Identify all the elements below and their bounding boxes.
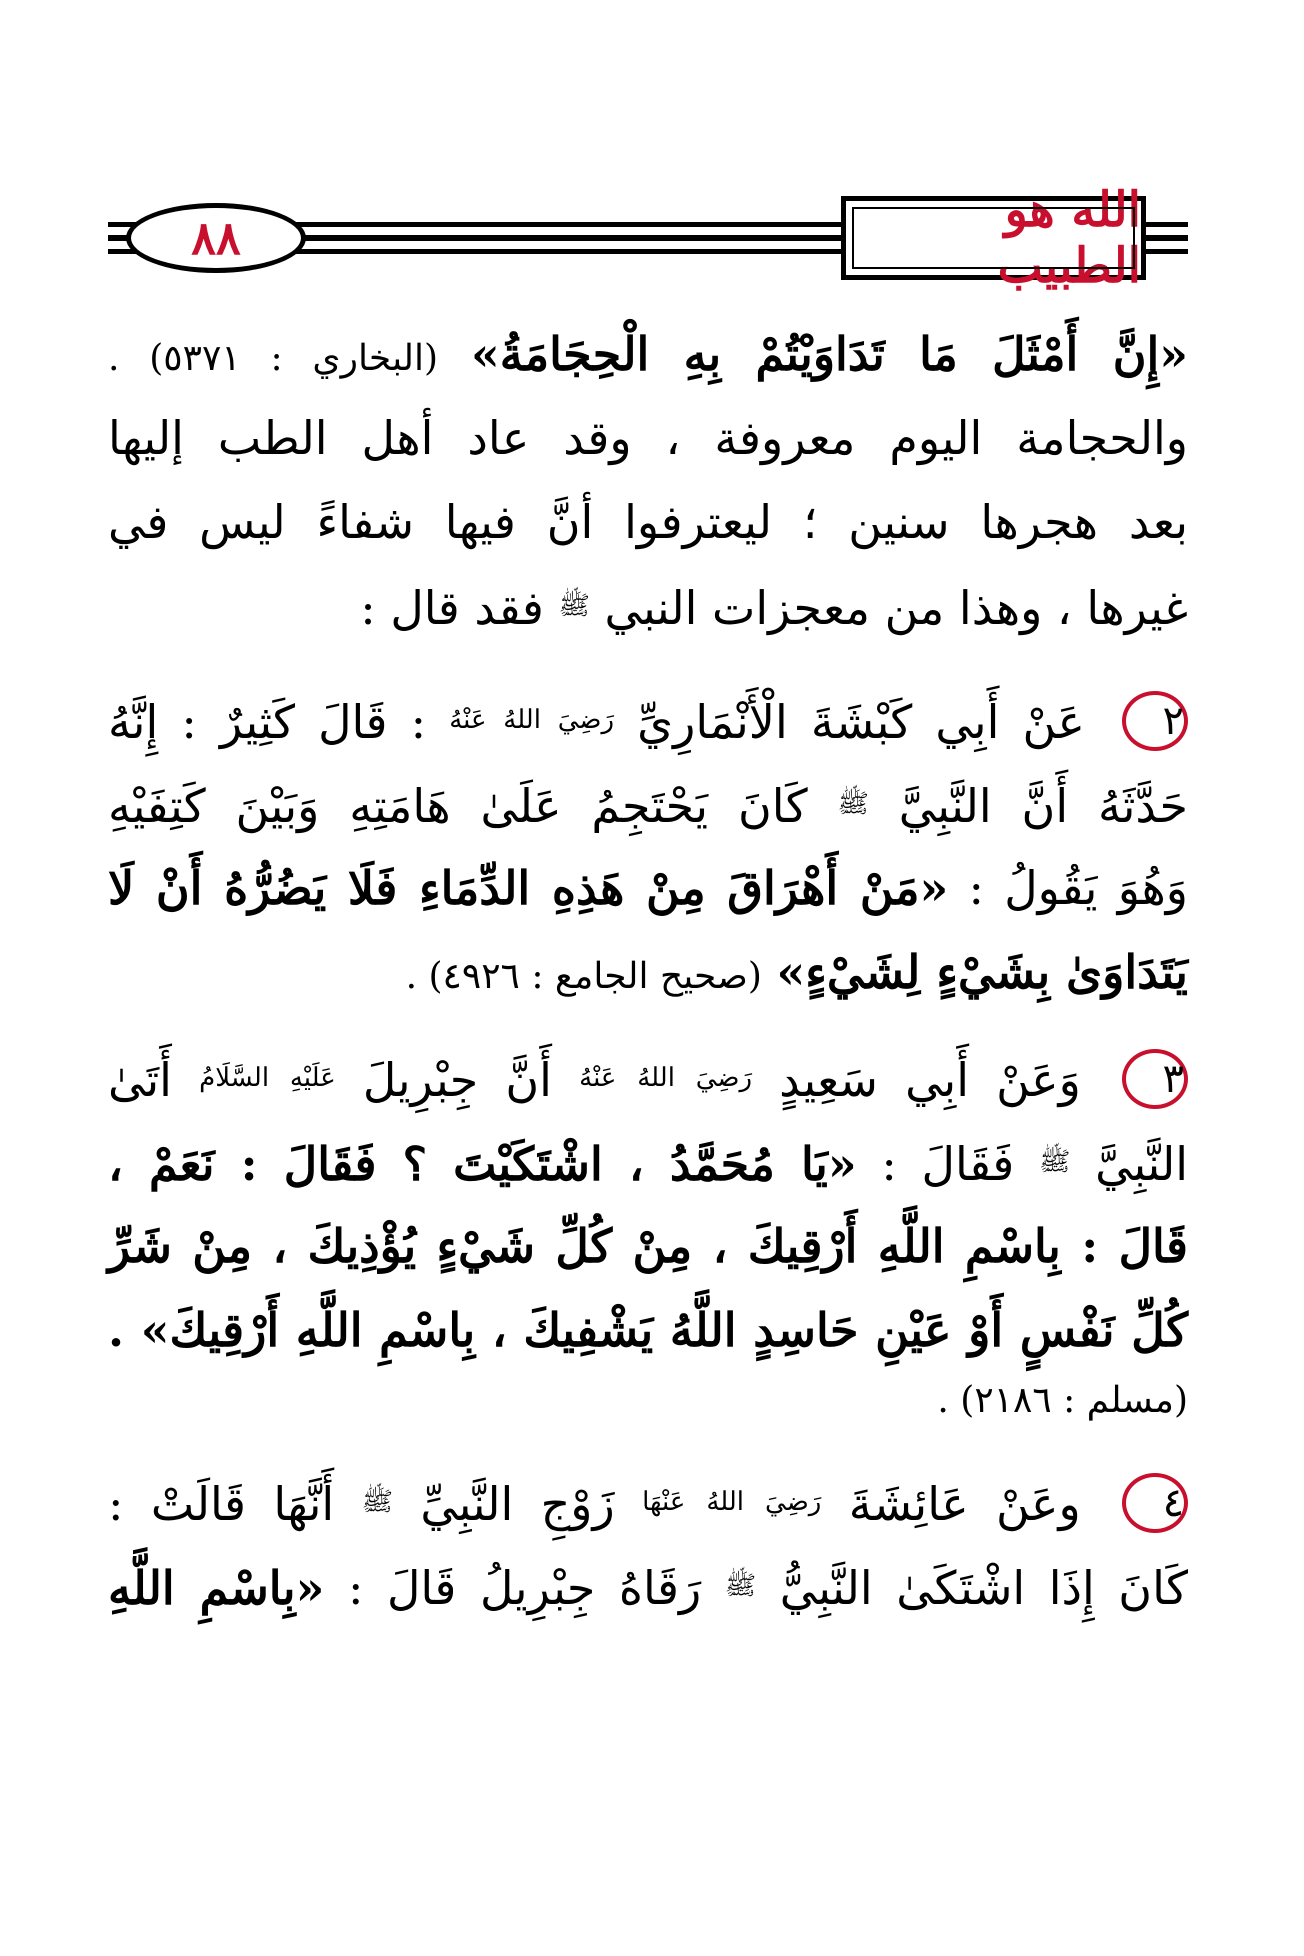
text-line [108, 312, 1188, 396]
hadith-text: النَّبِيَّ [1095, 1137, 1188, 1191]
paragraph-text: غيرها ، وهذا من معجزات النبي [604, 581, 1188, 635]
text-line [108, 930, 1188, 1014]
hadith-text: وَهُوَ يَقُولُ : [968, 861, 1188, 915]
hadith-quote: كُلِّ نَفْسٍ أَوْ عَيْنِ حَاسِدٍ اللَّهُ يَشْفِيكَ ، بِاسْمِ اللَّهِ أَرْقِيكَ» . [108, 1303, 1188, 1357]
text-line [108, 1460, 1188, 1544]
text-line [108, 762, 1188, 846]
text-line [108, 678, 1188, 762]
text-line [108, 1036, 1188, 1120]
text-line [108, 1204, 1188, 1288]
hadith-quote: «إِنَّ أَمْثَلَ مَا تَدَاوَيْتُمْ بِهِ الْحِجَامَةُ» [471, 327, 1189, 381]
text-line [108, 1544, 1188, 1628]
text-line [108, 1288, 1188, 1372]
salla-honorific: ﷺ [1038, 1147, 1071, 1177]
hadith-text: كَانَ يَحْتَجِمُ عَلَىٰ هَامَتِهِ وَبَيْنَ كَتِفَيْهِ [108, 779, 808, 833]
hadith-quote: «بِاسْمِ اللَّهِ [108, 1561, 325, 1615]
salla-honorific: ﷺ [724, 1571, 757, 1601]
chapter-title: الله هو الطبيب [997, 182, 1141, 294]
hadith-quote: قَالَ : [1081, 1219, 1188, 1273]
hadith-text: وَعَنْ أَبِي سَعِيدٍ [779, 1053, 1081, 1107]
text-line [108, 564, 1188, 648]
citation: (مسلم : ٢١٨٦) . [937, 1380, 1188, 1421]
hadith-quote: «مَنْ أَهْرَاقَ مِنْ هَذِهِ الدِّمَاءِ فَلَا يَضُرُّهُ أَنْ لَا [108, 861, 949, 915]
hadith-number-badge: ٤ [1122, 1473, 1188, 1533]
hadith-quote: بِاسْمِ اللَّهِ أَرْقِيكَ ، مِنْ كُلِّ شَيْءٍ يُؤْذِيكَ ، مِنْ شَرِّ [108, 1219, 1061, 1273]
hadith-text: رَقَاهُ جِبْرِيلُ قَالَ : [347, 1561, 702, 1615]
paragraph-text: بعد هجرها سنين ؛ ليعترفوا أنَّ فيها شفاءً ليس في [108, 495, 1188, 549]
hadith-text: عَنْ أَبِي كَبْشَةَ الْأَنْمَارِيِّ [637, 695, 1085, 749]
hadith-quote: يَتَدَاوَىٰ بِشَيْءٍ لِشَيْءٍ» [776, 945, 1188, 999]
hadith-text: كَانَ إِذَا اشْتَكَىٰ النَّبِيُّ [779, 1561, 1189, 1615]
hadith-number-badge: ٢ [1122, 691, 1188, 751]
text-line [108, 396, 1188, 480]
hadith-text: زَوْجِ النَّبِيِّ [420, 1477, 615, 1531]
hadith-number-badge: ٣ [1122, 1049, 1188, 1109]
page-body [108, 312, 1188, 1628]
text-line [108, 480, 1188, 564]
hadith-text: وعَنْ عَائِشَةَ [848, 1477, 1081, 1531]
hadith-text: أَنَّهَا قَالَتْ : [108, 1477, 335, 1531]
hadith-text: أَتَىٰ [108, 1053, 172, 1107]
text-line [108, 846, 1188, 930]
hadith-text: أَنَّ جِبْرِيلَ [362, 1053, 552, 1107]
text-line [108, 1120, 1188, 1204]
page-number-badge [126, 203, 306, 273]
hadith-text: حَدَّثَهُ أَنَّ النَّبِيَّ [898, 779, 1188, 833]
citation-line [108, 1372, 1188, 1430]
hadith-text: فَقَالَ : [881, 1137, 1015, 1191]
radiya-honorific: رَضِيَ اللهُ عَنْهُ [449, 705, 614, 735]
citation: (صحيح الجامع : ٤٩٢٦) . [405, 956, 762, 997]
radiya-honorific: رَضِيَ اللهُ عَنْهَا [642, 1487, 822, 1517]
page-number: ٨٨ [191, 211, 241, 265]
salla-honorific: ﷺ [558, 591, 590, 621]
hadith-text: : قَالَ كَثِيرٌ : إِنَّهُ [108, 695, 427, 749]
page-header [108, 182, 1188, 294]
paragraph-text: فقد قال : [360, 581, 544, 635]
citation: (البخاري : ٥٣٧١) . [108, 338, 439, 379]
hadith-quote: «يَا مُحَمَّدُ ، اشْتَكَيْتَ ؟ فَقَالَ : نَعَمْ ، [108, 1137, 857, 1191]
alayhi-honorific: عَلَيْهِ السَّلَامُ [199, 1063, 336, 1093]
salla-honorific: ﷺ [361, 1487, 393, 1517]
radiya-honorific: رَضِيَ اللهُ عَنْهُ [579, 1063, 753, 1093]
salla-honorific: ﷺ [837, 789, 869, 819]
paragraph-text: والحجامة اليوم معروفة ، وقد عاد أهل الطب إليها [108, 411, 1188, 465]
chapter-title-box [841, 182, 1146, 294]
